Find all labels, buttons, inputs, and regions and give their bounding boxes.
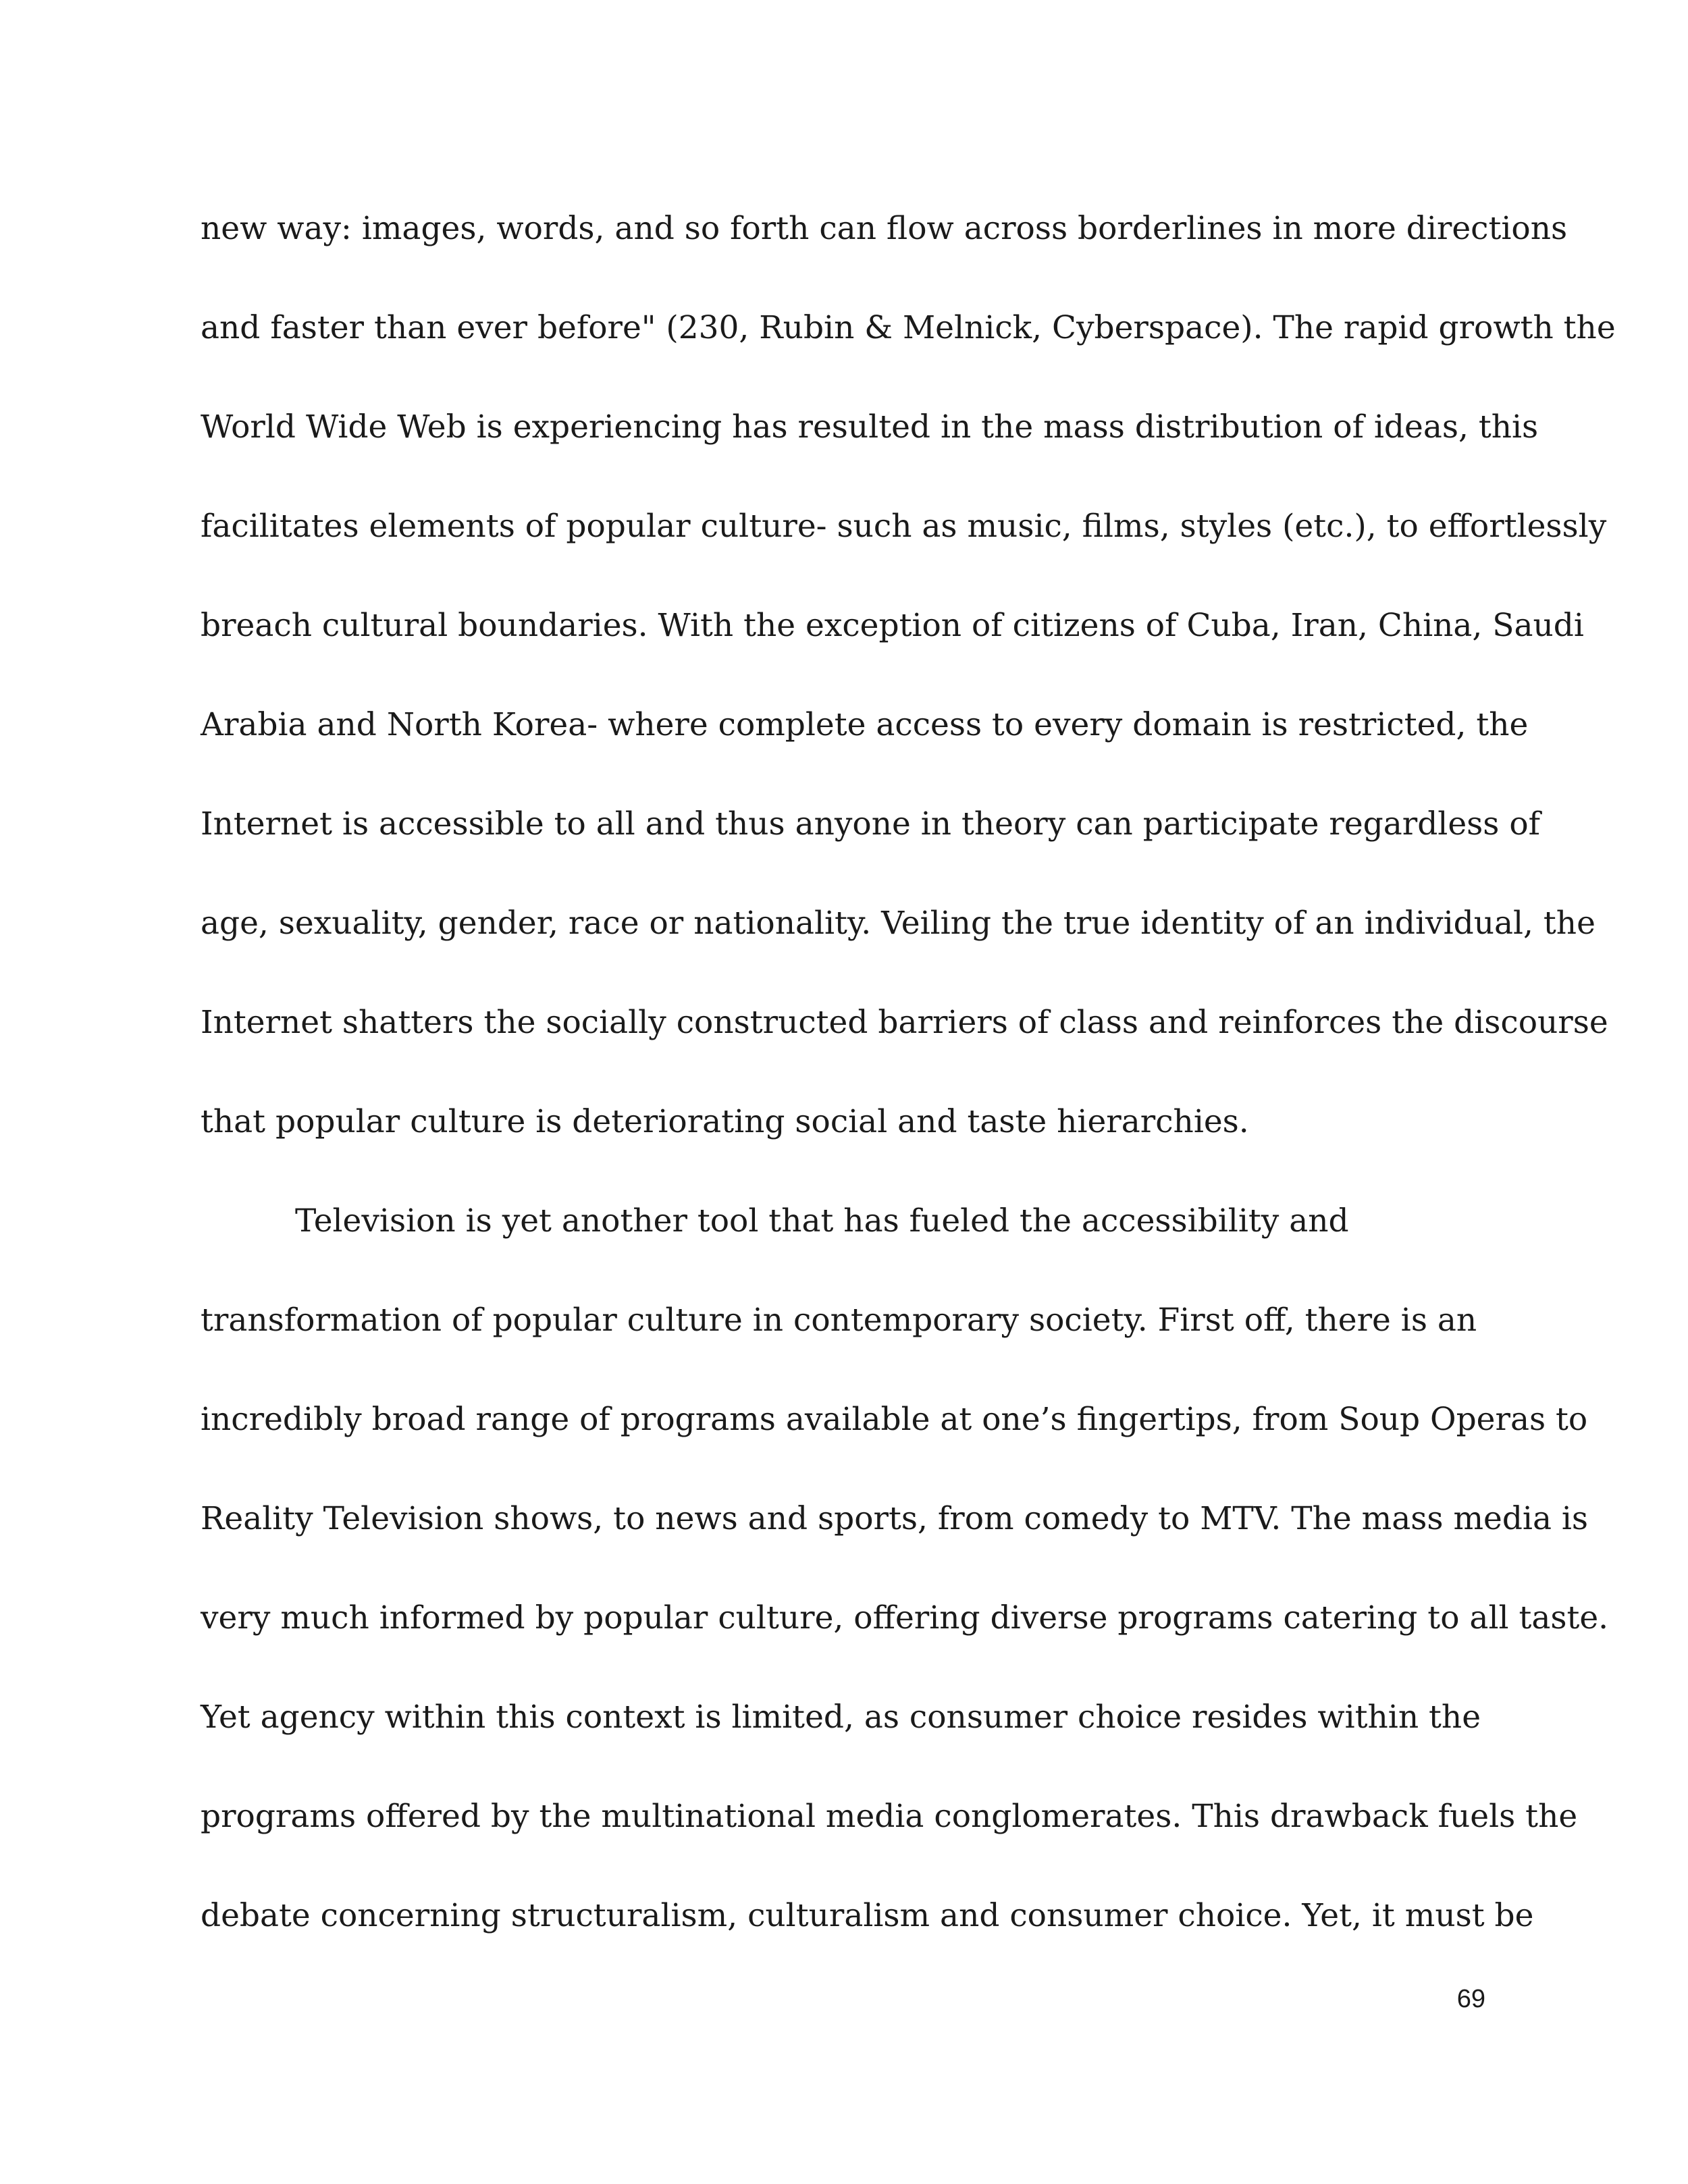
text-line: very much informed by popular culture, offering diverse programs catering to all taste.	[201, 1599, 1609, 1636]
text-line: new way: images, words, and so forth can flow across borderlines in more directions	[201, 210, 1568, 247]
text-line: that popular culture is deteriorating social and taste hierarchies.	[201, 1103, 1249, 1140]
text-line: programs offered by the multinational media conglomerates. This drawback fuels the	[201, 1798, 1578, 1835]
body-text	[201, 179, 1616, 1965]
text-line: incredibly broad range of programs available at one’s fingertips, from Soup Operas to	[201, 1401, 1588, 1438]
text-line: Internet is accessible to all and thus anyone in theory can participate regardless of	[201, 805, 1541, 843]
text-line: Internet shatters the socially constructed barriers of class and reinforces the discourse	[201, 1004, 1608, 1041]
paragraph-2	[201, 1171, 1609, 1965]
text-line-indented: Television is yet another tool that has fueled the accessibility and	[295, 1202, 1349, 1240]
text-line: debate concerning structuralism, culturalism and consumer choice. Yet, it must be	[201, 1897, 1534, 1934]
text-line: Reality Television shows, to news and sports, from comedy to MTV. The mass media is	[201, 1500, 1589, 1537]
text-line: transformation of popular culture in contemporary society. First off, there is an	[201, 1302, 1477, 1339]
text-line: facilitates elements of popular culture- such as music, films, styles (etc.), to effortlessly	[201, 508, 1607, 545]
text-line: breach cultural boundaries. With the exception of citizens of Cuba, Iran, China, Saudi	[201, 607, 1584, 644]
text-line: Yet agency within this context is limited, as consumer choice resides within the	[201, 1699, 1481, 1736]
text-line: age, sexuality, gender, race or nationality. Veiling the true identity of an individual, the	[201, 905, 1595, 942]
text-line: and faster than ever before" (230, Rubin & Melnick, Cyberspace). The rapid growth the	[201, 309, 1616, 346]
paragraph-1	[201, 179, 1616, 1171]
page-number: 69	[1456, 1985, 1485, 2013]
text-line: Arabia and North Korea- where complete access to every domain is restricted, the	[201, 706, 1529, 743]
text-line: World Wide Web is experiencing has resulted in the mass distribution of ideas, this	[201, 408, 1539, 446]
